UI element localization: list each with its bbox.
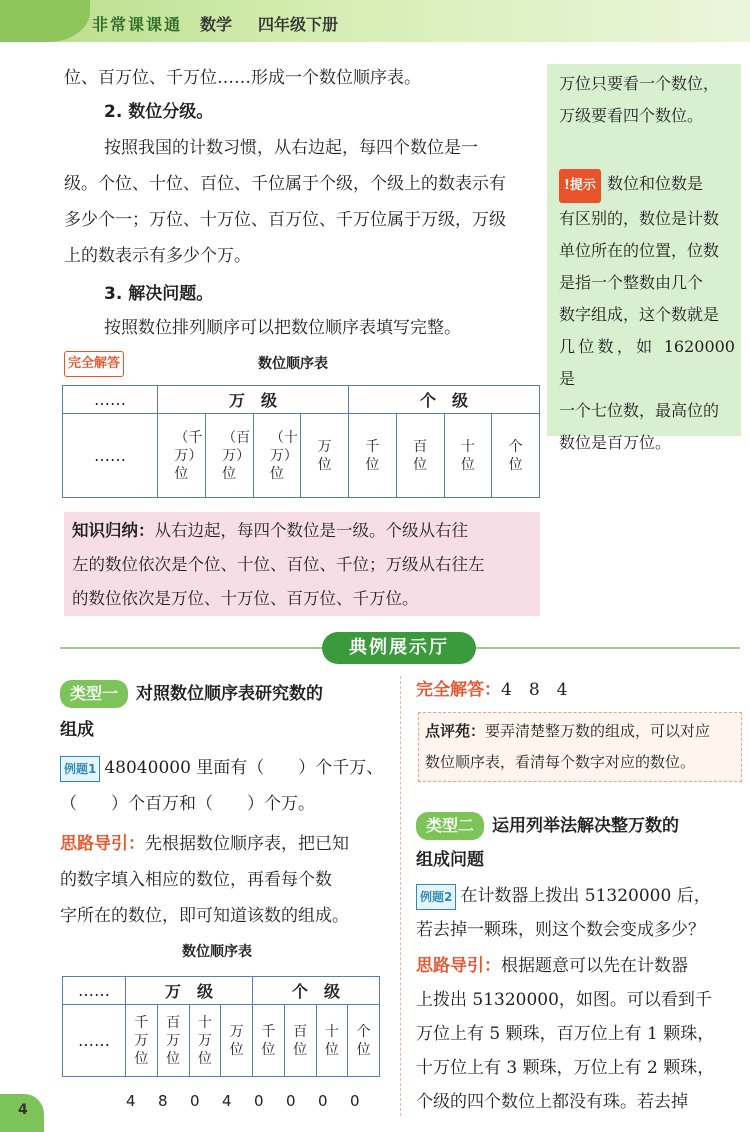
place-cell <box>444 414 492 498</box>
grade-label: 四年级下册 <box>258 15 339 34</box>
summary-key: 知识归纳： <box>72 521 155 540</box>
summary-line: 的数位依次是万位、十万位、百万位、千万位。 <box>72 589 419 608</box>
place-cell <box>301 414 349 498</box>
answer-tag-label: 完全解答 <box>64 351 124 377</box>
brand-title: 非常课课通 <box>92 15 183 34</box>
example1-tag: 例题1 <box>60 756 100 782</box>
place-label: 十万位 <box>197 1014 212 1067</box>
ge-ji-header: 个 级 <box>349 386 540 414</box>
header-decoration <box>0 0 90 42</box>
tip-line: 是指一个整数由几个 <box>559 273 704 292</box>
digit: 4 <box>126 1092 136 1110</box>
page-number-tab <box>0 1094 44 1132</box>
body-line: 级。个位、十位、百位、千位属于个级，个级上的数表示有 <box>64 174 506 194</box>
body-line: 按照数位排列顺序可以把数位顺序表填写完整。 <box>104 318 461 338</box>
example1-line: 48040000 里面有（ ）个千万、 <box>104 758 384 778</box>
example1 <box>60 756 383 782</box>
comment-line: 数位顺序表，看清每个数字对应的数位。 <box>425 753 696 771</box>
summary-line: 从右边起，每四个数位是一级。个级从右往 <box>154 521 468 540</box>
place-cell <box>253 1005 285 1077</box>
tip-line: 有区别的，数位是计数 <box>559 209 720 228</box>
place-value-table-1 <box>62 385 540 498</box>
side-note-line: 万级要看四个数位。 <box>559 106 704 125</box>
place-cell <box>126 1005 158 1077</box>
page-header <box>0 0 750 42</box>
type2-title-cont: 组成问题 <box>416 850 484 870</box>
side-note-line: 万位只要看一个数位， <box>559 74 720 93</box>
tip-line: 一个七位数，最高位的 <box>559 401 720 420</box>
dots-cell: …… <box>63 1005 126 1077</box>
place-label: 十位 <box>324 1023 339 1058</box>
place-cell <box>396 414 444 498</box>
wan-ji-header: 万 级 <box>126 977 253 1005</box>
body-line: 上的数表示有多少个万。 <box>64 246 251 266</box>
page-number: 4 <box>18 1102 28 1118</box>
type1-title-cont: 组成 <box>60 720 94 740</box>
example1-line: （ ）个百万和（ ）个万。 <box>60 794 315 814</box>
place-cell <box>253 414 301 498</box>
comment-box <box>418 712 742 782</box>
tip-badge: !提示 <box>559 169 601 203</box>
digit: 0 <box>350 1092 360 1110</box>
place-cell <box>316 1005 348 1077</box>
hint2-line: 上拨出 51320000，如图。可以看到千 <box>416 990 712 1010</box>
type2-title: 运用列举法解决整万数的 <box>492 816 680 836</box>
type1-heading <box>60 680 323 708</box>
hint1 <box>60 832 349 856</box>
place-label: 百万位 <box>166 1014 181 1067</box>
place-cell <box>349 414 397 498</box>
place-cell <box>157 1005 189 1077</box>
tip-line: 几位数，如 1620000 是 <box>559 337 735 388</box>
section-heading-2: 2. 数位分级。 <box>104 102 214 122</box>
place-cell <box>158 414 206 498</box>
column-divider <box>400 676 401 1116</box>
place-label: （十万）位 <box>269 429 298 482</box>
place-label: 万位 <box>317 438 332 473</box>
answer1 <box>416 678 567 702</box>
table2-title: 数位顺序表 <box>182 944 252 960</box>
dots-cell: …… <box>63 414 158 498</box>
comment-key: 点评苑： <box>425 722 486 740</box>
side-tip <box>559 168 735 459</box>
example2-tag: 例题2 <box>416 884 456 910</box>
type2-heading <box>416 812 679 840</box>
hint2-line: 根据题意可以先在计数器 <box>501 956 688 976</box>
place-label: 百位 <box>413 438 428 473</box>
hint1-line: 字所在的数位，即可知道该数的组成。 <box>60 906 349 926</box>
example2-line: 若去掉一颗珠，则这个数会变成多少？ <box>416 920 705 940</box>
place-value-table-2 <box>62 976 380 1077</box>
place-label: 个位 <box>356 1023 371 1058</box>
digit: 8 <box>158 1092 168 1110</box>
answer-tag <box>64 350 124 377</box>
body-line: 多少个一；万位、十万位、百万位、千万位属于万级，万级 <box>64 210 506 230</box>
place-cell <box>492 414 540 498</box>
dots-cell: …… <box>63 386 158 414</box>
place-label: 千万位 <box>134 1014 149 1067</box>
digit: 4 <box>222 1092 232 1110</box>
answer1-value: 4 8 4 <box>501 680 568 700</box>
side-note-panel <box>547 64 741 452</box>
place-cell <box>284 1005 316 1077</box>
hint1-key: 思路导引： <box>60 834 145 854</box>
ge-ji-header: 个 级 <box>253 977 380 1005</box>
tip-line: 单位所在的位置，位数 <box>559 241 720 260</box>
table1-title: 数位顺序表 <box>258 356 328 372</box>
place-label: （百万）位 <box>222 429 251 482</box>
knowledge-summary <box>64 512 540 616</box>
place-cell <box>205 414 253 498</box>
hint2-key: 思路导引： <box>416 956 501 976</box>
section-banner: 典例展示厅 <box>322 632 476 664</box>
digit: 0 <box>286 1092 296 1110</box>
digit: 0 <box>318 1092 328 1110</box>
body-line: 位、百万位、千万位……形成一个数位顺序表。 <box>64 68 421 88</box>
body-line: 按照我国的计数习惯，从右边起，每四个数位是一 <box>104 138 478 158</box>
hint2-line: 个级的四个数位上都没有珠。若去掉 <box>416 1092 688 1112</box>
type1-title: 对照数位顺序表研究数的 <box>136 684 324 704</box>
tip-line: 数位是百万位。 <box>559 433 672 452</box>
place-label: 千位 <box>365 438 380 473</box>
place-label: 百位 <box>293 1023 308 1058</box>
subject-label: 数学 <box>200 15 233 34</box>
digit: 0 <box>190 1092 200 1110</box>
type1-pill: 类型一 <box>60 680 128 708</box>
place-cell <box>189 1005 221 1077</box>
answer1-key: 完全解答： <box>416 680 501 700</box>
place-cell <box>221 1005 253 1077</box>
tip-line: 数位和位数是 <box>606 174 703 193</box>
hint2 <box>416 954 688 978</box>
place-label: 个位 <box>508 438 523 473</box>
type2-pill: 类型二 <box>416 812 484 840</box>
example2-line: 在计数器上拨出 51320000 后， <box>460 886 711 906</box>
digit: 0 <box>254 1092 264 1110</box>
hint2-line: 十万位上有 3 颗珠，万位上有 2 颗珠， <box>416 1058 715 1078</box>
section-heading-3: 3. 解决问题。 <box>104 284 214 304</box>
hint1-line: 的数字填入相应的数位，再看每个数 <box>60 870 332 890</box>
place-label: （千万）位 <box>174 429 203 482</box>
tip-line: 数字组成，这个数就是 <box>559 305 720 324</box>
place-label: 万位 <box>229 1023 244 1058</box>
hint2-line: 万位上有 5 颗珠，百万位上有 1 颗珠， <box>416 1024 715 1044</box>
place-label: 千位 <box>261 1023 276 1058</box>
comment-line: 要弄清楚整万数的组成，可以对应 <box>485 722 711 740</box>
side-note-1 <box>559 68 735 132</box>
dots-cell: …… <box>63 977 126 1005</box>
hint1-line: 先根据数位顺序表，把已知 <box>145 834 349 854</box>
wan-ji-header: 万 级 <box>158 386 349 414</box>
summary-line: 左的数位依次是个位、十位、百位、千位；万级从右往左 <box>72 555 485 574</box>
place-cell <box>348 1005 380 1077</box>
example2 <box>416 884 711 910</box>
place-label: 十位 <box>460 438 475 473</box>
